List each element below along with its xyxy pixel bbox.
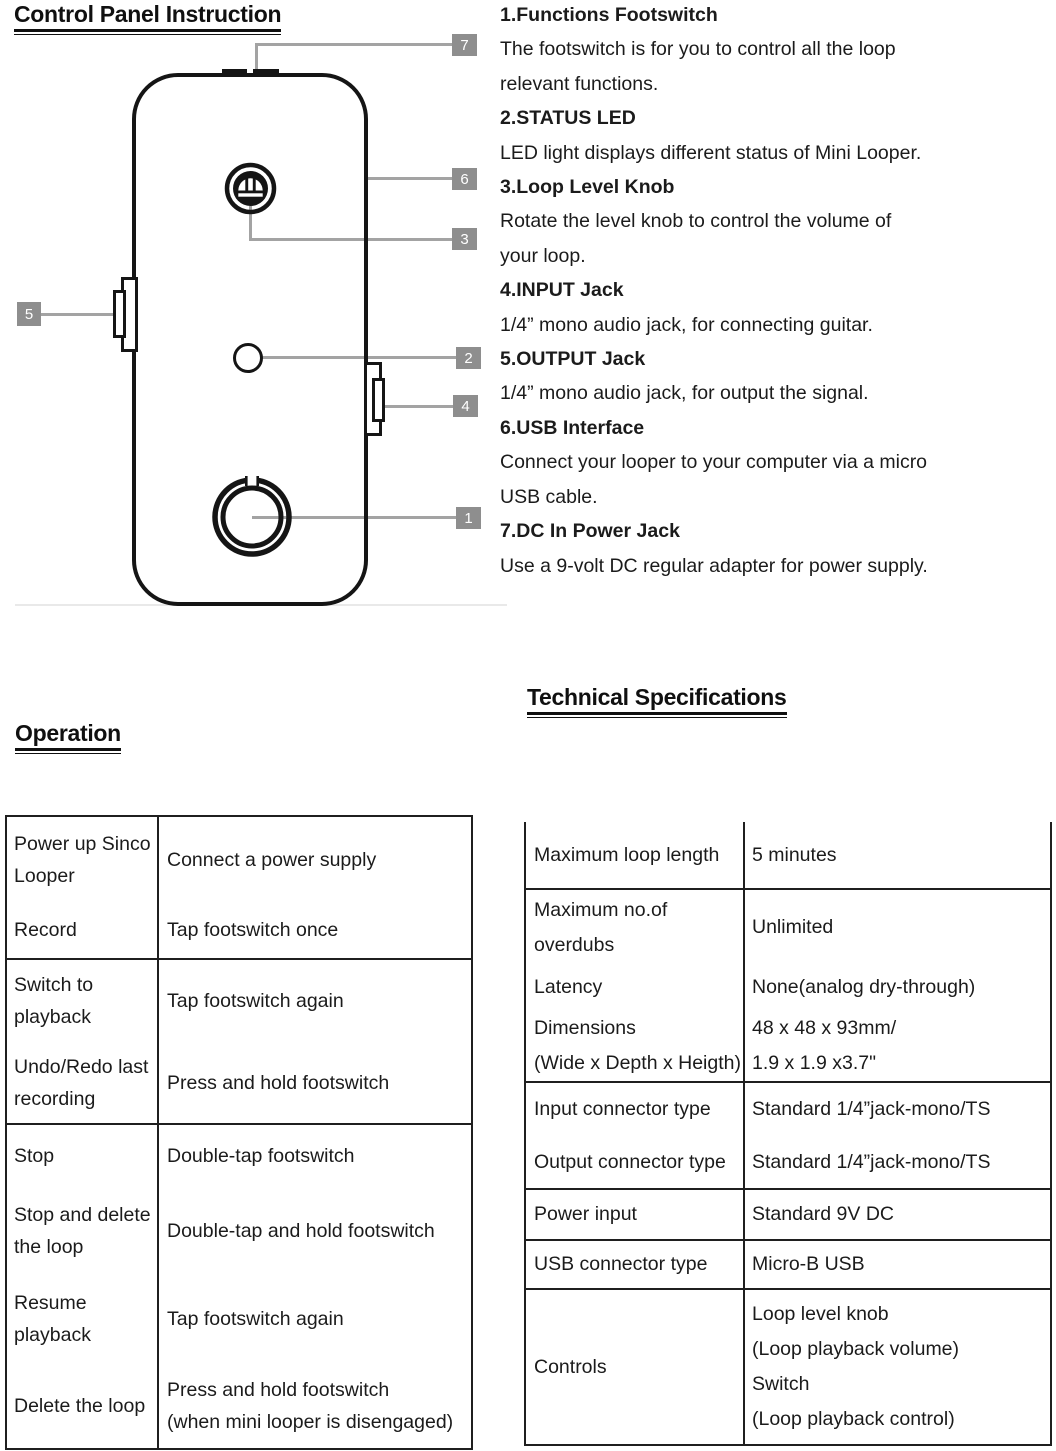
cell-line: 1.9 x 1.9 x3.7": [752, 1051, 876, 1074]
feature-line: USB cable.: [500, 485, 598, 508]
op-action-cell: [7, 1363, 159, 1448]
spec-name-cell: [526, 1136, 745, 1188]
operation-heading: [15, 720, 121, 754]
feature-list: [500, 0, 1056, 583]
cell-line: Double-tap footswitch: [167, 1145, 355, 1167]
feature-line: Connect your looper to your computer via a micro: [500, 451, 928, 474]
op-how-cell: [159, 1363, 471, 1448]
feature-line: LED light displays different status of Mini Looper.: [500, 141, 922, 164]
feature-line: 1/4” mono audio jack, for output the signal.: [500, 382, 869, 405]
spec-table: [524, 822, 1052, 1446]
cell-line: Power up Sinco: [14, 832, 151, 855]
cell-line: Tap footswitch again: [167, 990, 344, 1012]
feature-line: 1/4” mono audio jack, for connecting guitar.: [500, 313, 873, 336]
feature-title: 5.OUTPUT Jack: [500, 348, 646, 371]
spec-name-cell: [526, 1083, 745, 1136]
cell-line: Switch to: [14, 974, 94, 996]
operation-table-group: [7, 817, 471, 958]
callout-line-7-h: [255, 43, 452, 46]
control-panel-heading-text: Control Panel Instruction: [14, 1, 281, 32]
spec-value-cell: [745, 1290, 1050, 1444]
table-row: [7, 1187, 471, 1275]
callout-box-2: 2: [456, 347, 481, 369]
cell-line: Tap footswitch again: [167, 1308, 344, 1330]
feature-title: 6.USB Interface: [500, 416, 645, 439]
table-row: [526, 1290, 1050, 1444]
op-action-cell: [7, 902, 159, 958]
cell-line: the loop: [14, 1236, 84, 1258]
cell-line: Micro-B USB: [752, 1253, 865, 1275]
spec-table-group: [526, 1188, 1050, 1239]
operation-table-group: [7, 958, 471, 1123]
op-action-cell: [7, 1187, 159, 1275]
dc-jack-notch-left: [222, 69, 247, 76]
spec-value-cell: [745, 1010, 1050, 1081]
callout-line-4: [380, 405, 453, 408]
cell-line: Latency: [534, 976, 603, 998]
cell-line: Record: [14, 919, 77, 941]
feature-title: 2.STATUS LED: [500, 107, 636, 130]
cell-line: Press and hold footswitch: [167, 1378, 390, 1401]
feature-line: relevant functions.: [500, 72, 659, 95]
table-row: [7, 902, 471, 958]
spec-value-cell: [745, 1241, 1050, 1288]
loop-level-knob-icon: [222, 160, 279, 217]
cell-line: overdubs: [534, 933, 615, 956]
cell-line: playback: [14, 1006, 91, 1028]
callout-box-5: 5: [17, 302, 41, 326]
cell-line: 5 minutes: [752, 843, 837, 866]
table-row: [526, 890, 1050, 965]
cell-line: 48 x 48 x 93mm/: [752, 1016, 897, 1039]
spec-name-cell: [526, 965, 745, 1010]
cell-line: Delete the loop: [14, 1394, 146, 1417]
feature-line: Use a 9-volt DC regular adapter for power supply.: [500, 554, 928, 577]
cell-line: Controls: [534, 1355, 607, 1378]
operation-table: [5, 815, 473, 1450]
cell-line: Stop: [14, 1145, 55, 1167]
table-row: [7, 1275, 471, 1363]
spec-table-group: [526, 1288, 1050, 1444]
callout-line-5: [41, 313, 122, 316]
cell-line: Unlimited: [752, 916, 834, 938]
input-jack-tip-shape: [372, 378, 385, 422]
technical-specifications-heading: [527, 684, 787, 718]
cell-line: Undo/Redo last: [14, 1055, 149, 1078]
spec-value-cell: [745, 822, 1050, 888]
table-row: [526, 965, 1050, 1010]
op-how-cell: [159, 1275, 471, 1363]
spec-name-cell: [526, 890, 745, 965]
feature-line: your loop.: [500, 244, 586, 267]
cell-line: Output connector type: [534, 1150, 726, 1173]
callout-box-4: 4: [453, 395, 478, 417]
cell-line: USB connector type: [534, 1253, 708, 1275]
cell-line: Power input: [534, 1203, 637, 1225]
spec-table-group: [526, 888, 1050, 1081]
spec-name-cell: [526, 1241, 745, 1288]
op-action-cell: [7, 1042, 159, 1123]
spec-name-cell: [526, 822, 745, 888]
op-action-cell: [7, 960, 159, 1042]
cell-line: playback: [14, 1324, 91, 1346]
cell-line: Maximum loop length: [534, 843, 720, 866]
spec-name-cell: [526, 1190, 745, 1239]
spec-name-cell: [526, 1290, 745, 1444]
op-how-cell: [159, 817, 471, 902]
op-action-cell: [7, 817, 159, 902]
cell-line: (Loop playback control): [752, 1408, 955, 1430]
op-how-cell: [159, 1125, 471, 1187]
cell-line: Resume: [14, 1292, 87, 1314]
cell-line: Input connector type: [534, 1098, 711, 1120]
cell-line: Connect a power supply: [167, 848, 377, 871]
operation-table-group: [7, 1123, 471, 1448]
cell-line: Double-tap and hold footswitch: [167, 1220, 435, 1242]
feature-title: 3.Loop Level Knob: [500, 176, 675, 199]
table-row: [526, 822, 1050, 888]
callout-box-7: 7: [452, 34, 477, 56]
spec-value-cell: [745, 1083, 1050, 1136]
cell-line: (Wide x Depth x Heigth): [534, 1051, 741, 1074]
cell-line: (Loop playback volume): [752, 1338, 960, 1360]
operation-heading-text: Operation: [15, 720, 121, 751]
table-row: [526, 1190, 1050, 1239]
cell-line: Switch: [752, 1373, 810, 1395]
cell-line: Press and hold footswitch: [167, 1071, 390, 1094]
spec-table-group: [526, 822, 1050, 888]
table-row: [7, 817, 471, 902]
cell-line: Loop level knob: [752, 1303, 889, 1325]
callout-line-6: [366, 177, 452, 180]
feature-line: The footswitch is for you to control all the loop: [500, 38, 896, 61]
callout-box-1: 1: [456, 507, 481, 529]
technical-specifications-heading-text: Technical Specifications: [527, 684, 787, 715]
feature-title: 4.INPUT Jack: [500, 279, 624, 302]
status-led-shape: [233, 343, 263, 373]
spec-name-cell: [526, 1010, 745, 1081]
cell-line: recording: [14, 1087, 96, 1110]
cell-line: (when mini looper is disengaged): [167, 1410, 454, 1433]
callout-box-6: 6: [452, 168, 477, 190]
feature-title: 7.DC In Power Jack: [500, 520, 680, 543]
feature-title: 1.Functions Footswitch: [500, 4, 718, 26]
callout-box-3: 3: [452, 228, 477, 250]
op-how-cell: [159, 902, 471, 958]
spec-table-group: [526, 1081, 1050, 1188]
cell-line: None(analog dry-through): [752, 976, 976, 998]
table-row: [526, 1241, 1050, 1288]
footswitch-icon: [208, 473, 296, 561]
spec-value-cell: [745, 1136, 1050, 1188]
op-action-cell: [7, 1125, 159, 1187]
cell-line: Standard 9V DC: [752, 1203, 894, 1225]
cell-line: Maximum no.of: [534, 898, 668, 921]
spec-value-cell: [745, 965, 1050, 1010]
dc-jack-notch-right: [253, 69, 279, 76]
op-action-cell: [7, 1275, 159, 1363]
op-how-cell: [159, 960, 471, 1042]
spec-table-group: [526, 1239, 1050, 1288]
op-how-cell: [159, 1187, 471, 1275]
cell-line: Standard 1/4”jack-mono/TS: [752, 1150, 991, 1173]
table-row: [7, 1125, 471, 1187]
spec-value-cell: [745, 890, 1050, 965]
cell-line: Tap footswitch once: [167, 919, 339, 941]
feature-line: Rotate the level knob to control the volume of: [500, 210, 892, 233]
table-row: [526, 1136, 1050, 1188]
cell-line: Stop and delete: [14, 1204, 151, 1226]
table-row: [526, 1010, 1050, 1081]
spec-value-cell: [745, 1190, 1050, 1239]
cell-line: Dimensions: [534, 1016, 636, 1039]
output-jack-tip-shape: [113, 290, 126, 338]
table-row: [7, 1042, 471, 1123]
table-row: [7, 1363, 471, 1448]
cell-line: Looper: [14, 864, 75, 887]
cell-line: Standard 1/4”jack-mono/TS: [752, 1098, 991, 1120]
table-row: [7, 960, 471, 1042]
op-how-cell: [159, 1042, 471, 1123]
table-row: [526, 1083, 1050, 1136]
